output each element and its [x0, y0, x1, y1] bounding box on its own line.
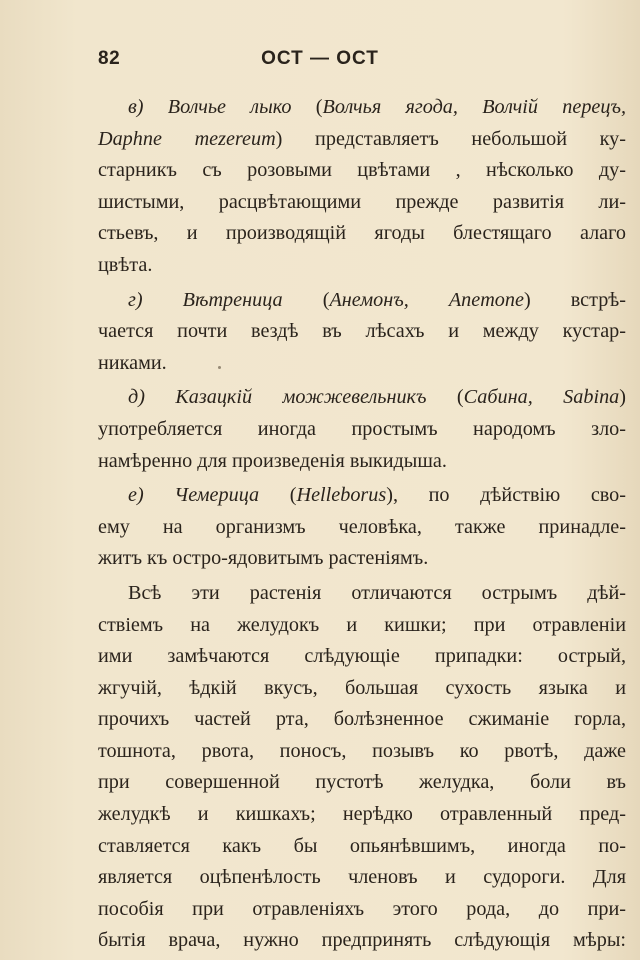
- text-run: чается почти вездѣ въ лѣсахъ и между кустар-: [98, 320, 626, 343]
- text-line: [98, 543, 626, 575]
- italic-text: Сабина, Sabina: [463, 386, 620, 409]
- text-run: цвѣта.: [98, 253, 153, 276]
- text-line: [98, 218, 626, 250]
- text-run: (: [291, 96, 323, 118]
- text-run: тошнота, рвота, поносъ, позывъ ко рвотѣ, даже: [98, 739, 626, 762]
- text-run: (: [282, 288, 330, 311]
- text-line: [98, 316, 626, 348]
- text-line: [98, 446, 626, 478]
- text-line: [98, 348, 626, 380]
- italic-text: е) Чемерица: [128, 484, 260, 507]
- text-line: [98, 610, 626, 642]
- text-run: жгучій, ѣдкій вкусъ, большая сухость языка и: [98, 676, 626, 699]
- text-line: [98, 285, 626, 317]
- text-line: [98, 155, 626, 187]
- text-run: желудкѣ и кишкахъ; нерѣдко отравленный пред-: [98, 803, 626, 826]
- text-line: [98, 704, 626, 736]
- text-run: прочихъ частей рта, болѣзненное сжиманіе горла,: [98, 708, 626, 731]
- italic-text: Анемонъ, Anemone: [329, 288, 524, 311]
- text-run: ставляется какъ бы опьянѣвшимъ, иногда по-: [98, 834, 626, 857]
- text-line: [98, 736, 626, 768]
- italic-text: д) Казацкій можжевельникъ: [128, 386, 427, 409]
- text-line: [98, 382, 626, 414]
- italic-text: Helleborus: [296, 484, 387, 507]
- text-run: житъ къ остро-ядовитымъ растеніямъ.: [98, 547, 429, 570]
- text-run: (: [259, 484, 297, 507]
- print-speck: [218, 366, 221, 369]
- text-run: шистыми, расцвѣтающими прежде развитія ли-: [98, 190, 626, 213]
- text-run: (: [426, 386, 464, 409]
- text-line: [98, 925, 626, 957]
- text-line: [98, 673, 626, 705]
- italic-text: в) Волчье лыко: [128, 96, 292, 118]
- text-run: ): [619, 386, 626, 409]
- text-line: [98, 641, 626, 673]
- text-line: [98, 480, 626, 512]
- text-line: [98, 894, 626, 926]
- text-line: [98, 414, 626, 446]
- text-run: при совершенной пустотѣ желудка, боли въ: [98, 771, 626, 794]
- text-line: [98, 92, 626, 124]
- text-line: [98, 862, 626, 894]
- text-run: бытія врача, нужно предпринять слѣдующія мѣры:: [98, 929, 626, 952]
- text-run: никами.: [98, 351, 167, 374]
- text-run: пособія при отравленіяхъ этого рода, до при-: [98, 897, 626, 920]
- text-run: намѣренно для произведенія выкидыша.: [98, 449, 447, 472]
- text-run: ими замѣчаются слѣдующіе припадки: острый,: [98, 645, 626, 668]
- page-number: 82: [98, 48, 121, 69]
- italic-text: Daphne mezereum: [98, 127, 276, 150]
- running-head: ОСТ — ОСТ: [261, 48, 379, 69]
- text-run: Всѣ эти растенія отличаются острымъ дѣй-: [128, 581, 626, 604]
- text-run: является оцѣпенѣлость членовъ и судороги. Для: [98, 866, 626, 889]
- text-run: стьевъ, и производящій ягоды блестящаго алаго: [98, 222, 626, 245]
- text-line: [98, 512, 626, 544]
- text-line: [98, 187, 626, 219]
- text-line: [98, 578, 626, 610]
- text-line: [98, 831, 626, 863]
- text-line: [98, 124, 626, 156]
- text-run: ) встрѣ-: [523, 288, 626, 311]
- text-run: ) представляетъ небольшой ку-: [275, 127, 626, 150]
- text-line: [98, 250, 626, 282]
- body-text: [98, 92, 626, 957]
- italic-text: Волчья ягода, Волчій перецъ,: [322, 96, 627, 118]
- text-line: [98, 767, 626, 799]
- text-run: ), по дѣйствію сво-: [386, 484, 626, 507]
- text-run: ствіемъ на желудокъ и кишки; при отравленіи: [98, 613, 626, 636]
- text-run: употребляется иногда простымъ народомъ зло-: [98, 417, 626, 440]
- text-line: [98, 799, 626, 831]
- text-run: старникъ съ розовыми цвѣтами , нѣсколько ду-: [98, 159, 626, 182]
- italic-text: г) Вѣтреница: [128, 288, 283, 311]
- text-run: ему на организмъ человѣка, также принадле-: [98, 515, 626, 538]
